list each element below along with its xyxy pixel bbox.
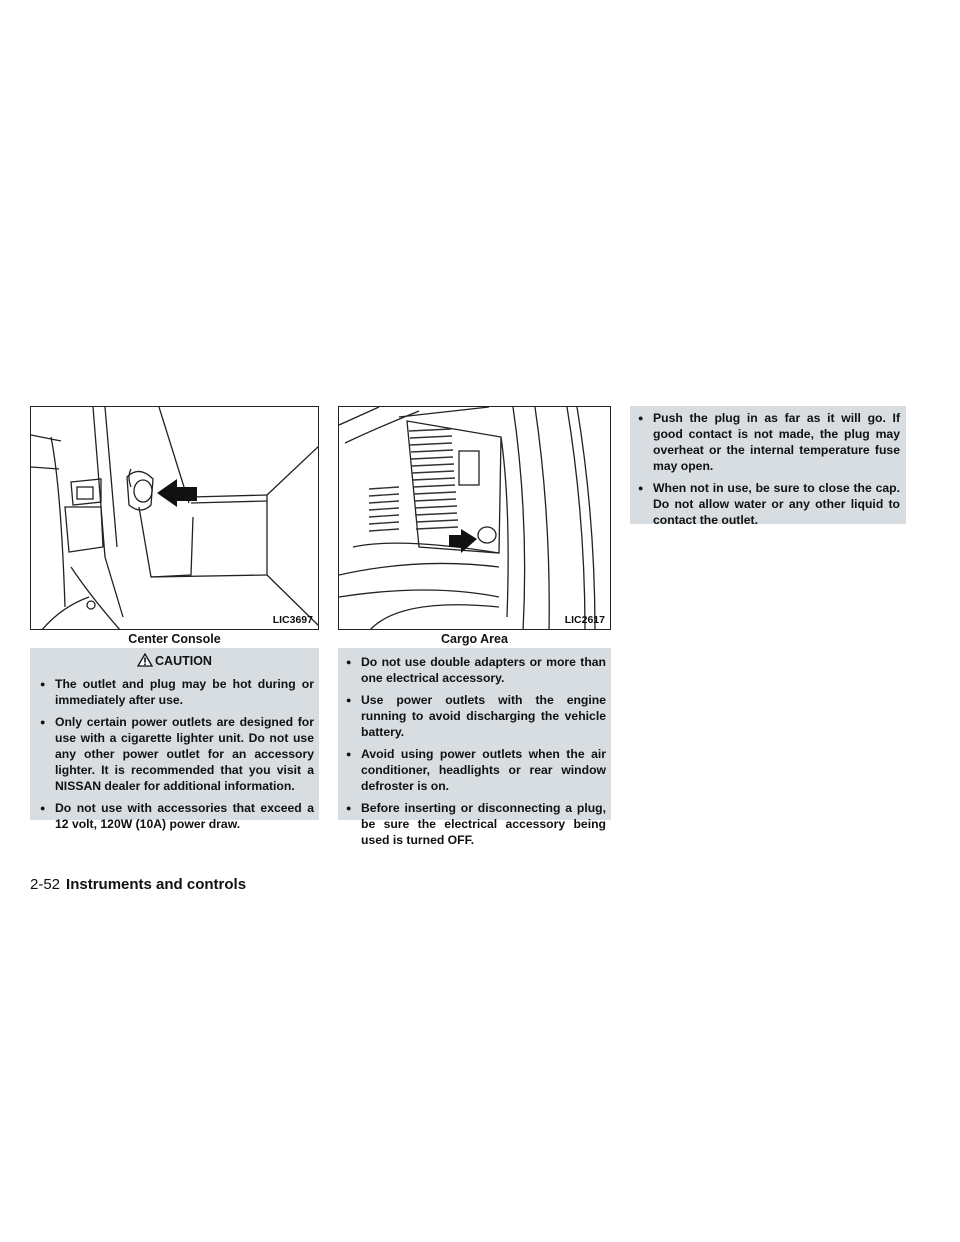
middle-list (346, 654, 606, 854)
list-item: ● When not in use, be sure to close the cap. Do not allow water or any other liquid to contact the outlet. (638, 480, 900, 528)
warning-triangle-icon (137, 653, 153, 670)
page-footer (30, 876, 246, 893)
figure-center-console (30, 406, 319, 630)
figure-caption: Cargo Area (441, 632, 508, 646)
list-item: ● Do not use with accessories that exceed a 12 volt, 120W (10A) power draw. (40, 800, 314, 832)
cargo-area-illustration (339, 407, 611, 630)
right-caution-panel (630, 406, 906, 527)
list-item: ● Before inserting or disconnecting a plug, be sure the electrical accessory being used is turned OFF. (346, 800, 606, 848)
caution-list (40, 676, 314, 838)
caution-panel (30, 648, 319, 831)
right-list (638, 410, 900, 534)
list-item: ● Use power outlets with the engine running to avoid discharging the vehicle battery. (346, 692, 606, 740)
caution-heading-text: CAUTION (155, 654, 212, 668)
list-item: ● Do not use double adapters or more than one electrical accessory. (346, 654, 606, 686)
center-console-illustration (31, 407, 319, 630)
page-number: 2-52 (30, 876, 61, 893)
figure-code: LIC2617 (564, 614, 605, 626)
figure-code: LIC3697 (272, 614, 313, 626)
list-item: ● Avoid using power outlets when the air conditioner, headlights or rear window defroster is on. (346, 746, 606, 794)
figure-caption: Center Console (128, 632, 221, 646)
list-item: ● The outlet and plug may be hot during or immediately after use. (40, 676, 314, 708)
caution-heading (30, 653, 319, 670)
figure-cargo-area (338, 406, 611, 630)
middle-caution-panel (338, 648, 611, 847)
list-item: ● Push the plug in as far as it will go. If good contact is not made, the plug may overheat or the internal temperature fuse may open. (638, 410, 900, 474)
section-title: Instruments and controls (66, 876, 247, 893)
list-item: ● Only certain power outlets are designed for use with a cigarette lighter unit. Do not use any other power outlet for an accessory lighter. It is recommended that you visit a NISSAN dealer for additional information. (40, 714, 314, 794)
